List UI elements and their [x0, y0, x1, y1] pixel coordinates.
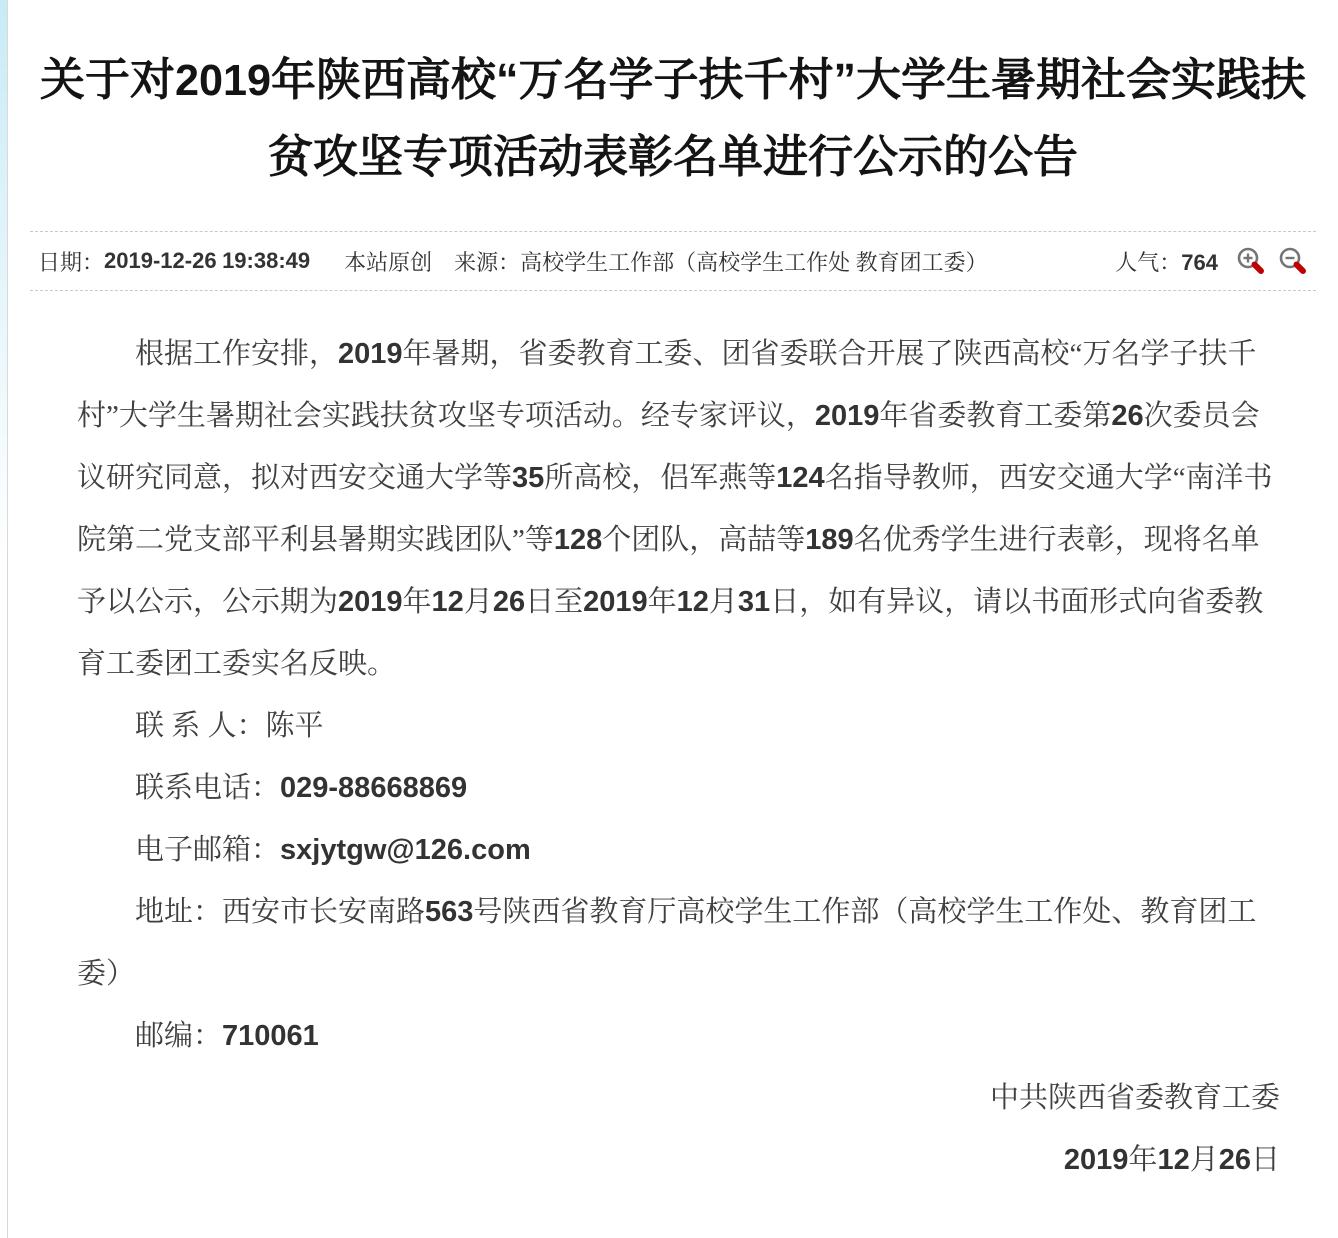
zoom-in-icon[interactable]: [1236, 246, 1266, 276]
contact-person-label: 联 系 人：: [135, 710, 266, 742]
contact-zip-label: 邮编：: [135, 1020, 223, 1052]
contact-phone-value: 029-88668869: [280, 772, 468, 804]
contact-phone-label: 联系电话：: [135, 772, 281, 804]
contact-email-value: sxjytgw@126.com: [280, 834, 531, 866]
announcement-paragraph: 根据工作安排，2019年暑期，省委教育工委、团省委联合开展了陕西高校“万名学子扶千村”大学生暑期社会实践扶贫攻坚专项活动。经专家评议，2019年省委教育工委第26次委员会议研究同意，拟对西安交通大学等35所高校，侣军燕等124名指导教师，西安交通大学“南洋书院第二党支部平利县暑期实践团队”等128个团队，高喆等189名优秀学生进行表彰，现将名单予以公示，公示期为2019年12月26日至2019年12月31日，如有异议，请以书面形式向省委教育工委团工委实名反映。: [77, 338, 1273, 680]
left-divider: [7, 0, 8, 1238]
date-value: 2019-12-26 19:38:49: [104, 248, 311, 273]
article-body: [18, 291, 1328, 1191]
source-label: 来源：: [454, 249, 521, 275]
contact-person-line: [77, 695, 1280, 757]
views-label: 人气：: [1115, 249, 1182, 275]
contact-email-line: [77, 819, 1280, 881]
contact-address-value: 西安市长安南路563号陕西省教育厅高校学生工作部（高校学生工作处、教育团工委）: [77, 896, 1257, 990]
page-title: 关于对2019年陕西高校“万名学子扶千村”大学生暑期社会实践扶贫攻坚专项活动表彰名单进行公示的公告: [39, 54, 1307, 182]
source-value: 高校学生工作部（高校学生工作处 教育团工委）: [520, 249, 988, 275]
contact-phone-line: [77, 757, 1280, 819]
origin-tag: 本站原创: [344, 249, 433, 275]
contact-person-value: 陈平: [265, 710, 324, 742]
signature-date: 2019年12月26日: [1063, 1144, 1280, 1176]
signature-org: 中共陕西省委教育工委: [989, 1082, 1280, 1114]
contact-zip-line: [77, 1005, 1280, 1067]
contact-address-label: 地址：: [135, 896, 223, 928]
views-count: 764: [1181, 249, 1218, 275]
zoom-out-icon[interactable]: [1278, 246, 1308, 276]
contact-address-line: [77, 881, 1280, 1005]
contact-email-label: 电子邮箱：: [135, 834, 281, 866]
meta-bar: [30, 231, 1316, 291]
date-label: 日期：: [38, 249, 105, 275]
page-edge-stripe: [0, 0, 7, 560]
announcement-page: [8, 0, 1338, 1191]
contact-zip-value: 710061: [222, 1020, 319, 1052]
